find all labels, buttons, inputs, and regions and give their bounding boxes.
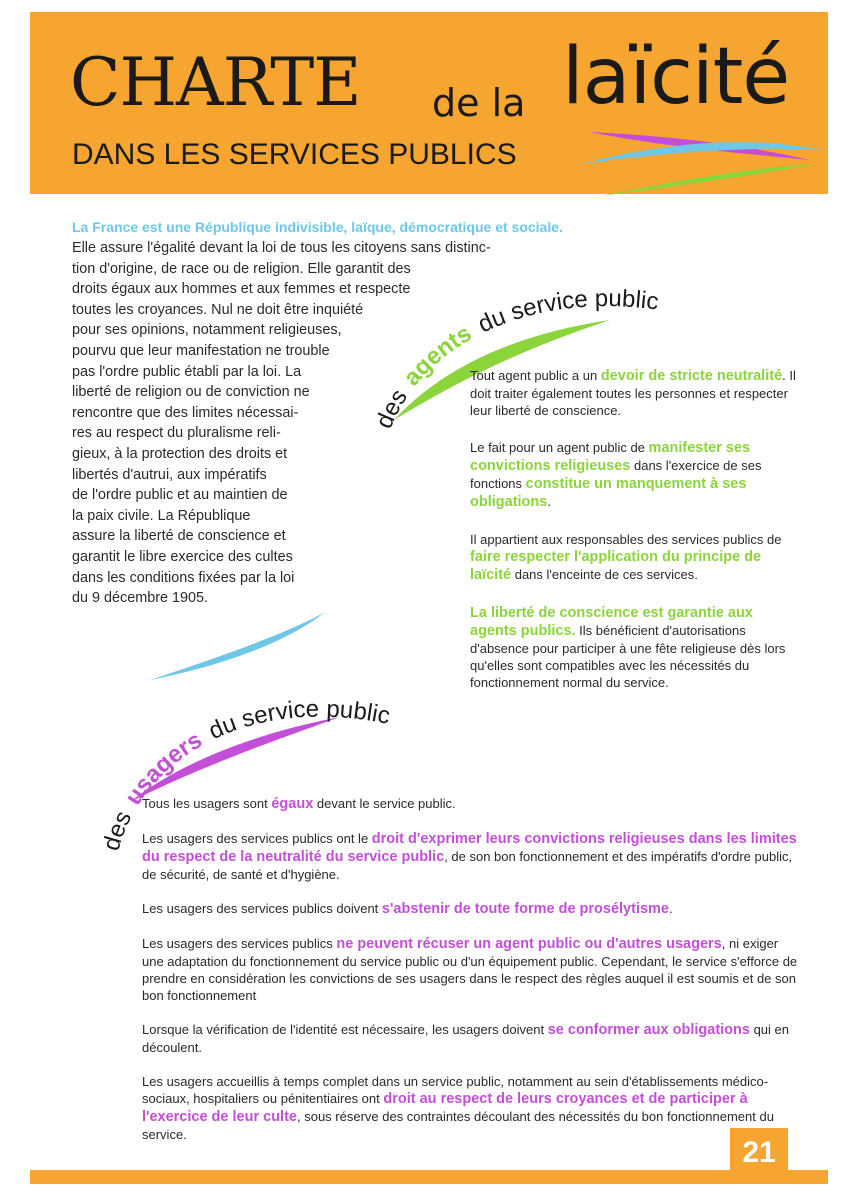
text: Il appartient aux responsables des services publics de [470, 532, 782, 547]
title-de-la: de la [432, 81, 526, 125]
text: . [669, 901, 673, 916]
agents-heading-rest: du service public [473, 285, 660, 339]
agents-section [470, 367, 800, 711]
highlight: faire respecter l'application du principe de laïcité [470, 549, 762, 583]
intro-line: de l'ordre public et au maintien de [72, 487, 288, 504]
intro-line: toutes les croyances. Nul ne doit être inquiété [72, 301, 364, 318]
intro-line: libertés d'autrui, aux impératifs [72, 466, 267, 483]
highlight: droit d'exprimer leurs convictions religieuses dans les limites du respect de la neutralité du service public [142, 831, 797, 865]
highlight: droit au respect de leurs croyances et de participer à l'exercice de leur culte [142, 1091, 748, 1125]
usagers-heading-des: des [97, 806, 138, 852]
text: Les usagers des services publics doivent [142, 901, 382, 916]
intro-lead: La France est une République indivisible, laïque, démocratique et sociale. [72, 219, 563, 235]
usagers-heading-rest: du service public [204, 695, 393, 745]
text: Ils bénéficient d'autorisations d'absence pour participer à une fête religieuse dès lors qu'elles sont compatibles avec les nécessités du fonctionnement normal du service. [470, 623, 786, 690]
text: devant le service public. [313, 796, 456, 811]
intro-line: pas l'ordre public établi par la loi. La [72, 363, 302, 380]
usagers-heading-key: usagers [119, 726, 207, 811]
text: Les usagers accueillis à temps complet dans un service public, notamment au sein d'établissements médico-sociaux, hospitaliers ou pénitentiaires ont [142, 1074, 769, 1106]
text: dans l'enceinte de ces services. [511, 567, 698, 582]
text: , de son bon fonctionnement et des impératifs d'ordre public, de sécurité, de santé et d'hygiène. [142, 849, 793, 882]
title-laicite: laïcité [562, 32, 790, 122]
text: Le fait pour un agent public de [470, 440, 649, 455]
highlight: se conformer aux obligations [547, 1022, 750, 1038]
intro-line: pour ses opinions, notamment religieuses, [72, 322, 342, 339]
swoosh-blue [580, 142, 822, 164]
usagers-paragraph [142, 830, 802, 883]
intro-line: la paix civile. La République [72, 507, 251, 524]
usagers-paragraph [142, 935, 802, 1004]
text: qui en découlent. [142, 1022, 790, 1055]
intro-line: droits égaux aux hommes et aux femmes et respecte [72, 281, 411, 298]
highlight: La liberté de conscience est garantie aux agents publics. [470, 605, 753, 639]
usagers-paragraph [142, 1021, 802, 1056]
highlight: ne peuvent récuser un agent public ou d'autres usagers [336, 936, 722, 952]
agents-paragraph [470, 531, 800, 584]
agents-paragraph [470, 604, 800, 691]
intro-line: Elle assure l'égalité devant la loi de tous les citoyens sans distinc- [72, 240, 491, 256]
usagers-paragraph [142, 1073, 802, 1143]
intro-line: tion d'origine, de race ou de religion. Elle garantit des [72, 260, 411, 277]
intro-line: pourvu que leur manifestation ne trouble [72, 342, 330, 359]
agents-heading-key: agents [398, 319, 477, 392]
text: , ni exiger une adaptation du fonctionnement du service public ou d'un équipement public. Cependant, le service s'efforce de prendre en considération les convictions de ses usagers dans le respect des règles auquel il est soumis et de son bon fonctionnement [142, 936, 798, 1003]
intro-line: res au respect du pluralisme reli- [72, 425, 281, 442]
text: . [547, 494, 551, 509]
usagers-paragraph [142, 795, 802, 813]
text: . Il doit traiter également toutes les personnes et respecter leur liberté de conscience. [470, 368, 796, 418]
usagers-swoosh-blue [150, 612, 325, 680]
intro-line: gieux, à la protection des droits et [72, 445, 288, 462]
intro-line: rencontre que des limites nécessai- [72, 404, 299, 421]
text: , sous réserve des contraintes découlant des nécessités du bon fonctionnement du service. [142, 1109, 774, 1142]
usagers-paragraph [142, 900, 802, 918]
title-charte: CHARTE [70, 44, 361, 121]
text: Les usagers des services publics [142, 936, 337, 951]
usagers-section [142, 795, 802, 1160]
text: Tous les usagers sont [142, 796, 272, 811]
agents-heading-des: des [370, 384, 413, 433]
highlight: devoir de stricte neutralité [600, 368, 783, 384]
document-page [30, 12, 828, 1184]
swoosh-green [600, 164, 816, 196]
footer-band [30, 1170, 828, 1184]
highlight: égaux [271, 796, 314, 812]
intro-line: dans les conditions fixées par la loi [72, 569, 295, 586]
intro-line: du 9 décembre 1905. [72, 590, 209, 607]
highlight: manifester ses convictions religieuses [470, 440, 751, 474]
highlight: s'abstenir de toute forme de prosélytisme [381, 901, 669, 917]
text: Les usagers des services publics ont le [142, 831, 372, 846]
intro-line: assure la liberté de conscience et [72, 528, 286, 545]
intro-line: garantit le libre exercice des cultes [72, 548, 293, 565]
subtitle: DANS LES SERVICES PUBLICS [72, 138, 517, 171]
highlight: constitue un manquement à ses obligations [470, 476, 747, 510]
agents-paragraph [470, 367, 800, 419]
text: dans l'exercice de ses fonctions [470, 458, 762, 491]
header-swoosh-decoration [560, 124, 828, 204]
intro-line: liberté de religion ou de conviction ne [72, 384, 310, 401]
text: Lorsque la vérification de l'identité est nécessaire, les usagers doivent [142, 1022, 548, 1037]
text: Tout agent public a un [470, 368, 601, 383]
page-number: 21 [730, 1128, 788, 1178]
agents-paragraph [470, 439, 800, 511]
